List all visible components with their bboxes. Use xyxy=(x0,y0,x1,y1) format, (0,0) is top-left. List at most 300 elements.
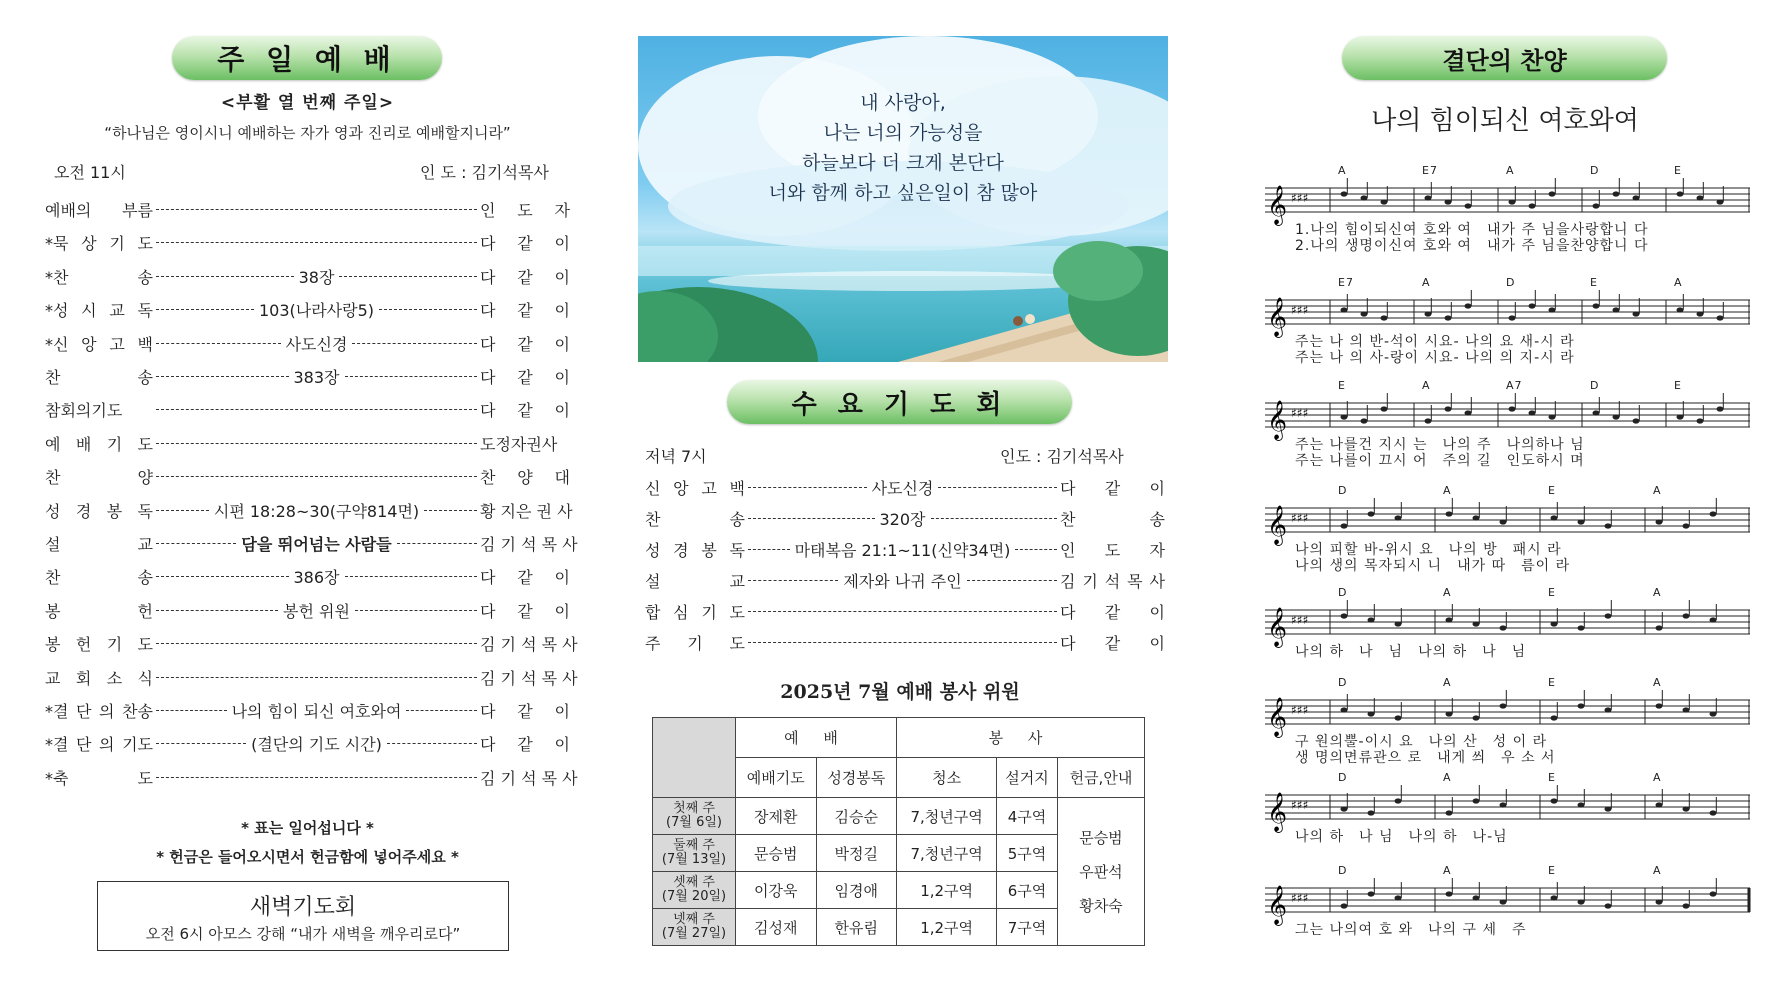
chord-symbol: E xyxy=(1548,771,1556,784)
duty-cell-dish: 6구역 xyxy=(997,872,1058,909)
music-note xyxy=(1683,523,1690,528)
duty-cell-dish: 4구역 xyxy=(997,798,1058,835)
duty-week-label: 넷째 주 xyxy=(673,912,715,927)
order-performer: 김 기 석 목 사 xyxy=(1060,572,1165,591)
music-note xyxy=(1446,810,1453,815)
music-note xyxy=(1717,315,1724,320)
order-label: 교 회 소 식 xyxy=(45,668,153,688)
music-note xyxy=(1656,802,1663,807)
dotted-leader xyxy=(156,643,477,644)
chord-symbol: A xyxy=(1443,676,1452,689)
music-note xyxy=(1529,410,1536,415)
chord-symbol: E xyxy=(1548,864,1556,877)
music-note xyxy=(1361,195,1368,200)
lyric-line: 생 명의면류관으 로 내게 씌 우 소 서 xyxy=(1295,750,1556,766)
order-row xyxy=(45,699,570,722)
lyric-line: 나의 생의 목자되시 니 내가 따 름이 라 xyxy=(1295,558,1571,574)
lyric-line: 나의 하 나 님 나의 하 나 님 xyxy=(1295,644,1527,660)
music-note xyxy=(1613,414,1620,419)
treble-clef-icon: 𝄞 xyxy=(1267,297,1288,337)
dotted-leader xyxy=(156,376,289,377)
chord-symbol: D xyxy=(1338,864,1348,877)
music-note xyxy=(1593,303,1600,308)
dotted-leader xyxy=(345,376,478,377)
order-leader-line xyxy=(156,777,477,778)
order-leader-line xyxy=(748,569,1057,592)
dotted-leader xyxy=(156,777,477,778)
order-leader-line xyxy=(156,565,477,588)
music-note xyxy=(1368,711,1375,716)
music-note xyxy=(1551,715,1558,720)
standing-note: * 표는 일어섭니다 * xyxy=(241,819,374,837)
lyric-line: 2.나의 생명이신여 호와 여 내가 주 님을찬양합니 다 xyxy=(1295,238,1649,254)
music-note xyxy=(1465,203,1472,208)
dotted-leader xyxy=(1015,549,1057,550)
order-row xyxy=(645,569,1165,592)
dotted-leader xyxy=(156,209,477,210)
sunday-worship-section xyxy=(0,0,600,1002)
order-leader-line xyxy=(156,599,477,622)
order-label: *찬 송 xyxy=(45,267,153,287)
order-leader-line xyxy=(156,242,477,243)
order-label: 주 기 도 xyxy=(645,634,745,653)
duty-service-header: 봉 사 xyxy=(897,718,1145,758)
order-performer: 다 같 이 xyxy=(480,334,570,354)
decision-song-section xyxy=(1190,0,1791,1002)
dotted-leader xyxy=(339,276,477,277)
order-leader-line xyxy=(748,476,1057,499)
music-note xyxy=(1368,511,1375,516)
duty-worship-header: 예 배 xyxy=(736,718,897,758)
music-note xyxy=(1551,798,1558,803)
chord-symbol: E xyxy=(1548,676,1556,689)
chord-symbol: E xyxy=(1338,379,1346,392)
chord-symbol: A xyxy=(1338,164,1347,177)
order-row xyxy=(45,365,570,388)
music-note xyxy=(1425,311,1432,316)
duty-week-date: (7월 6일) xyxy=(666,815,722,830)
order-performer: 찬 양 대 xyxy=(480,468,570,488)
order-label: 신 앙 고 백 xyxy=(645,479,745,498)
music-note xyxy=(1341,414,1348,419)
dotted-leader xyxy=(406,710,477,711)
music-note xyxy=(1381,199,1388,204)
treble-clef-icon: 𝄞 xyxy=(1267,792,1288,832)
dotted-leader xyxy=(156,576,289,577)
order-leader-line xyxy=(156,732,477,755)
order-row xyxy=(645,476,1165,499)
music-note xyxy=(1656,703,1663,708)
order-item-detail: 나의 힘이 되신 여호와여 xyxy=(231,702,402,721)
music-note xyxy=(1446,891,1453,896)
chord-symbol: E7 xyxy=(1422,164,1438,177)
duty-cell-clean: 1,2구역 xyxy=(897,909,997,946)
wednesday-title: 수 요 기 도 회 xyxy=(727,380,1072,424)
duty-cell-prayer: 장제환 xyxy=(736,798,817,835)
song-title: 나의 힘이되신 여호와여 xyxy=(1371,106,1639,136)
music-note xyxy=(1549,307,1556,312)
music-note xyxy=(1683,707,1690,712)
order-leader-line xyxy=(156,677,477,678)
order-row xyxy=(45,766,578,789)
chord-symbol: A xyxy=(1653,864,1662,877)
music-note xyxy=(1683,806,1690,811)
duty-week-date: (7월 13일) xyxy=(661,852,727,867)
duty-row xyxy=(653,798,1145,835)
order-leader-line xyxy=(748,611,1057,612)
dotted-leader xyxy=(156,343,281,344)
music-note xyxy=(1361,311,1368,316)
duty-col-header: 헌금,안내 xyxy=(1057,758,1144,798)
order-row xyxy=(45,632,578,655)
music-note xyxy=(1341,903,1348,908)
music-note xyxy=(1395,515,1402,520)
order-label: 예 배 기 도 xyxy=(45,434,153,454)
music-note xyxy=(1710,511,1717,516)
order-row xyxy=(645,631,1165,654)
order-label: *신 앙 고 백 xyxy=(45,334,153,354)
order-item-detail: 시편 18:28~30(구약814면) xyxy=(213,501,420,521)
order-performer: 김 기 석 목 사 xyxy=(480,768,578,788)
music-note xyxy=(1605,903,1612,908)
chord-symbol: D xyxy=(1338,586,1348,599)
order-performer: 다 같 이 xyxy=(480,401,570,421)
music-note xyxy=(1509,406,1516,411)
music-note xyxy=(1605,806,1612,811)
decision-song-title: 결단의 찬양 xyxy=(1342,36,1667,80)
order-row xyxy=(45,666,578,689)
treble-clef-icon: 𝄞 xyxy=(1267,607,1288,647)
music-note xyxy=(1425,195,1432,200)
dotted-leader xyxy=(156,276,294,277)
duty-week-label: 셋째 주 xyxy=(673,875,715,890)
order-label: 봉 헌 기 도 xyxy=(45,635,153,655)
order-row xyxy=(645,538,1165,561)
dotted-leader xyxy=(967,580,1057,581)
order-label: 성 경 봉 독 xyxy=(645,541,745,560)
chord-symbol: D xyxy=(1506,276,1516,289)
music-note xyxy=(1500,899,1507,904)
music-note xyxy=(1500,625,1507,630)
duty-cell-reading: 김승순 xyxy=(816,798,897,835)
wednesday-leader: 인도 : 김기석목사 xyxy=(1000,447,1124,466)
order-label: *성 시 교 독 xyxy=(45,301,153,321)
order-leader-line xyxy=(156,643,477,644)
music-note xyxy=(1710,711,1717,716)
order-item-detail: 마태복음 21:1~11(신약34면) xyxy=(794,541,1011,560)
music-note xyxy=(1381,315,1388,320)
order-label: 찬 송 xyxy=(645,510,745,529)
lyric-line: 그는 나의여 호 와 나의 구 세 주 xyxy=(1295,922,1527,938)
order-leader-line xyxy=(156,476,477,477)
music-note xyxy=(1425,418,1432,423)
music-note xyxy=(1445,199,1452,204)
music-note xyxy=(1446,711,1453,716)
music-note xyxy=(1509,315,1516,320)
dotted-leader xyxy=(355,610,477,611)
order-label: 설 교 xyxy=(45,535,153,554)
key-signature-icon: ♯♯♯ xyxy=(1291,303,1309,317)
order-label: 예배의 부름 xyxy=(45,201,153,220)
music-note xyxy=(1341,191,1348,196)
music-note xyxy=(1697,195,1704,200)
music-note xyxy=(1593,410,1600,415)
music-note xyxy=(1656,899,1663,904)
music-note xyxy=(1710,891,1717,896)
treble-clef-icon: 𝄞 xyxy=(1267,885,1288,925)
order-leader-line xyxy=(156,265,477,288)
music-note xyxy=(1677,307,1684,312)
poster-line: 내 사랑아, xyxy=(860,92,946,114)
poster-line: 너와 함께 하고 싶은일이 참 많아 xyxy=(768,182,1038,204)
duty-cell-reading: 임경애 xyxy=(816,872,897,909)
music-note xyxy=(1710,810,1717,815)
music-note xyxy=(1549,414,1556,419)
music-note xyxy=(1605,707,1612,712)
order-row xyxy=(645,507,1165,530)
dotted-leader xyxy=(156,743,246,744)
offering-usher-name: 문승범 xyxy=(1079,828,1123,847)
poster-image xyxy=(638,36,1168,362)
duty-week-cell xyxy=(653,835,736,872)
order-performer: 다 같 이 xyxy=(480,601,570,621)
offering-usher-cell xyxy=(1057,798,1144,946)
order-leader-line xyxy=(748,642,1057,643)
duty-cell-clean: 7,청년구역 xyxy=(897,835,997,872)
order-leader-line xyxy=(156,209,477,210)
dotted-leader xyxy=(748,611,1057,612)
order-item-detail: 제자와 나귀 주인 xyxy=(843,572,962,591)
dawn-prayer-box xyxy=(97,881,509,951)
order-leader-line xyxy=(156,298,477,321)
lyric-line: 주는 나를이 끄시 어 주의 길 인도하시 며 xyxy=(1295,453,1585,469)
chord-symbol: A xyxy=(1653,586,1662,599)
order-performer: 다 같 이 xyxy=(480,234,570,254)
chord-symbol: E xyxy=(1590,276,1598,289)
chord-symbol: A xyxy=(1443,771,1452,784)
music-note xyxy=(1683,613,1690,618)
music-note xyxy=(1445,406,1452,411)
order-leader-line xyxy=(748,538,1057,561)
duty-week-date: (7월 27일) xyxy=(661,926,727,941)
order-row xyxy=(45,265,570,288)
treble-clef-icon: 𝄞 xyxy=(1267,505,1288,545)
dotted-leader xyxy=(424,510,477,511)
lyric-line: 주는 나를건 지시 는 나의 주 나의하나 님 xyxy=(1295,437,1585,453)
order-item-detail: 38장 xyxy=(298,267,335,287)
duty-col-header: 성경봉독 xyxy=(816,758,897,798)
order-label: *결 단 의 기도 xyxy=(45,735,153,755)
order-leader-line xyxy=(156,699,477,722)
music-note xyxy=(1677,191,1684,196)
key-signature-icon: ♯♯♯ xyxy=(1291,703,1309,717)
chord-symbol: D xyxy=(1590,379,1600,392)
dotted-leader xyxy=(397,543,477,544)
duty-cell-reading: 박정길 xyxy=(816,835,897,872)
music-note xyxy=(1578,802,1585,807)
order-row xyxy=(45,532,578,555)
order-leader-line xyxy=(748,507,1057,530)
order-row xyxy=(45,332,570,355)
duty-cell-dish: 5구역 xyxy=(997,835,1058,872)
order-label: 설 교 xyxy=(645,572,745,591)
key-signature-icon: ♯♯♯ xyxy=(1291,406,1309,420)
chord-symbol: E xyxy=(1674,164,1682,177)
dotted-leader xyxy=(156,476,477,477)
order-performer: 김 기 석 목 사 xyxy=(480,535,578,554)
music-note xyxy=(1529,203,1536,208)
chord-symbol: A7 xyxy=(1506,379,1523,392)
music-note xyxy=(1697,418,1704,423)
dotted-leader xyxy=(156,543,236,544)
wednesday-section xyxy=(600,0,1190,1002)
music-note xyxy=(1529,303,1536,308)
chord-symbol: A xyxy=(1674,276,1683,289)
lyric-line: 주는 나 의 사-랑이 시요- 나의 의 지-시 라 xyxy=(1295,350,1575,366)
dotted-leader xyxy=(748,487,867,488)
music-note xyxy=(1697,311,1704,316)
order-row xyxy=(45,565,570,588)
chord-symbol: A xyxy=(1443,586,1452,599)
music-note xyxy=(1613,307,1620,312)
dotted-leader xyxy=(379,309,477,310)
order-label: 봉 헌 xyxy=(45,601,153,621)
music-note xyxy=(1710,617,1717,622)
order-performer: 황 지은 권 사 xyxy=(480,501,573,521)
order-performer: 다 같 이 xyxy=(480,267,570,287)
order-performer: 김 기 석 목 사 xyxy=(480,668,578,688)
order-leader-line xyxy=(156,443,477,444)
music-note xyxy=(1341,523,1348,528)
duty-week-label: 둘째 주 xyxy=(673,838,715,853)
chord-symbol: A xyxy=(1422,379,1431,392)
order-row xyxy=(45,231,570,254)
chord-symbol: A xyxy=(1653,771,1662,784)
music-note xyxy=(1473,798,1480,803)
order-performer: 다 같 이 xyxy=(480,568,570,588)
order-row xyxy=(45,499,573,522)
order-label: 성 경 봉 독 xyxy=(45,501,153,521)
dotted-leader xyxy=(345,576,478,577)
chord-symbol: A xyxy=(1506,164,1515,177)
order-item-detail: 봉헌 위원 xyxy=(283,601,350,621)
music-note xyxy=(1465,410,1472,415)
duty-cell-dish: 7구역 xyxy=(997,909,1058,946)
music-note xyxy=(1578,625,1585,630)
music-note xyxy=(1500,703,1507,708)
music-note xyxy=(1368,810,1375,815)
lyric-line: 나의 피할 바-위시 요 나의 방 패시 라 xyxy=(1295,542,1562,558)
order-item-detail: 383장 xyxy=(293,368,340,387)
music-note xyxy=(1395,621,1402,626)
music-note xyxy=(1578,703,1585,708)
order-item-detail: 320장 xyxy=(879,510,926,529)
order-leader-line xyxy=(156,365,477,388)
sunday-worship-title: 주 일 예 배 xyxy=(172,36,442,80)
order-item-detail: 사도신경 xyxy=(285,334,348,354)
treble-clef-icon: 𝄞 xyxy=(1267,400,1288,440)
dotted-leader xyxy=(748,518,875,519)
chord-symbol: D xyxy=(1338,771,1348,784)
dotted-leader xyxy=(931,518,1058,519)
music-note xyxy=(1551,895,1558,900)
order-performer: 다 같 이 xyxy=(480,735,570,755)
order-leader-line xyxy=(156,332,477,355)
duty-cell-prayer: 이강욱 xyxy=(736,872,817,909)
music-note xyxy=(1395,715,1402,720)
music-note xyxy=(1633,195,1640,200)
music-note xyxy=(1473,515,1480,520)
duty-col-header: 설거지 xyxy=(997,758,1058,798)
order-leader-line xyxy=(156,409,477,410)
music-note xyxy=(1656,519,1663,524)
dawn-prayer-title: 새벽기도회 xyxy=(249,895,357,920)
duty-cell-prayer: 김성재 xyxy=(736,909,817,946)
dotted-leader xyxy=(156,242,477,243)
dotted-leader xyxy=(156,309,254,310)
music-note xyxy=(1633,311,1640,316)
music-note xyxy=(1578,519,1585,524)
order-row xyxy=(45,465,570,488)
scripture-verse: “하나님은 영이시니 예배하는 자가 영과 진리로 예배할지니라” xyxy=(104,124,511,142)
music-note xyxy=(1361,418,1368,423)
order-item-detail: 103(나라사랑5) xyxy=(258,301,375,321)
music-note xyxy=(1605,523,1612,528)
duty-col-header: 청소 xyxy=(897,758,997,798)
order-performer: 다 같 이 xyxy=(480,368,570,387)
music-note xyxy=(1341,806,1348,811)
wednesday-time: 저녁 7시 xyxy=(645,447,707,466)
music-note xyxy=(1613,191,1620,196)
dotted-leader xyxy=(748,580,838,581)
service-leader: 인 도 : 김기석목사 xyxy=(420,163,549,182)
chord-symbol: A xyxy=(1443,864,1452,877)
order-performer: 김 기 석 목 사 xyxy=(480,635,578,655)
dawn-prayer-text: 오전 6시 아모스 강해 “내가 새벽을 깨우리로다” xyxy=(145,925,461,943)
lyric-line: 나의 하 나 님 나의 하 나-님 xyxy=(1295,829,1508,845)
duty-week-date: (7월 20일) xyxy=(661,889,727,904)
music-note xyxy=(1578,899,1585,904)
order-row xyxy=(45,732,570,755)
chord-symbol: A xyxy=(1653,484,1662,497)
offering-note: * 헌금은 들어오시면서 헌금함에 넣어주세요 * xyxy=(156,848,459,866)
dotted-leader xyxy=(352,343,477,344)
music-note xyxy=(1395,895,1402,900)
order-row xyxy=(645,600,1165,623)
order-label: 찬 양 xyxy=(45,468,153,488)
dotted-leader xyxy=(748,549,790,550)
order-row xyxy=(45,599,570,622)
order-label: *묵 상 기 도 xyxy=(45,234,153,254)
music-note xyxy=(1500,519,1507,524)
order-item-detail: 사도신경 xyxy=(871,479,934,498)
duty-cell-clean: 7,청년구역 xyxy=(897,798,997,835)
music-note xyxy=(1446,617,1453,622)
poster-line: 나는 너의 가능성을 xyxy=(823,122,983,144)
order-performer: 다 같 이 xyxy=(1060,479,1165,498)
key-signature-icon: ♯♯♯ xyxy=(1291,511,1309,525)
treble-clef-icon: 𝄞 xyxy=(1267,185,1288,225)
order-row xyxy=(45,198,570,221)
chord-symbol: D xyxy=(1338,676,1348,689)
order-performer: 인 도 자 xyxy=(480,201,570,220)
dotted-leader xyxy=(156,710,227,711)
order-row xyxy=(45,432,570,455)
order-label: 참회의기도 xyxy=(45,401,123,421)
dotted-leader xyxy=(156,443,477,444)
order-performer: 인 도 자 xyxy=(1060,541,1165,560)
chord-symbol: A xyxy=(1443,484,1452,497)
